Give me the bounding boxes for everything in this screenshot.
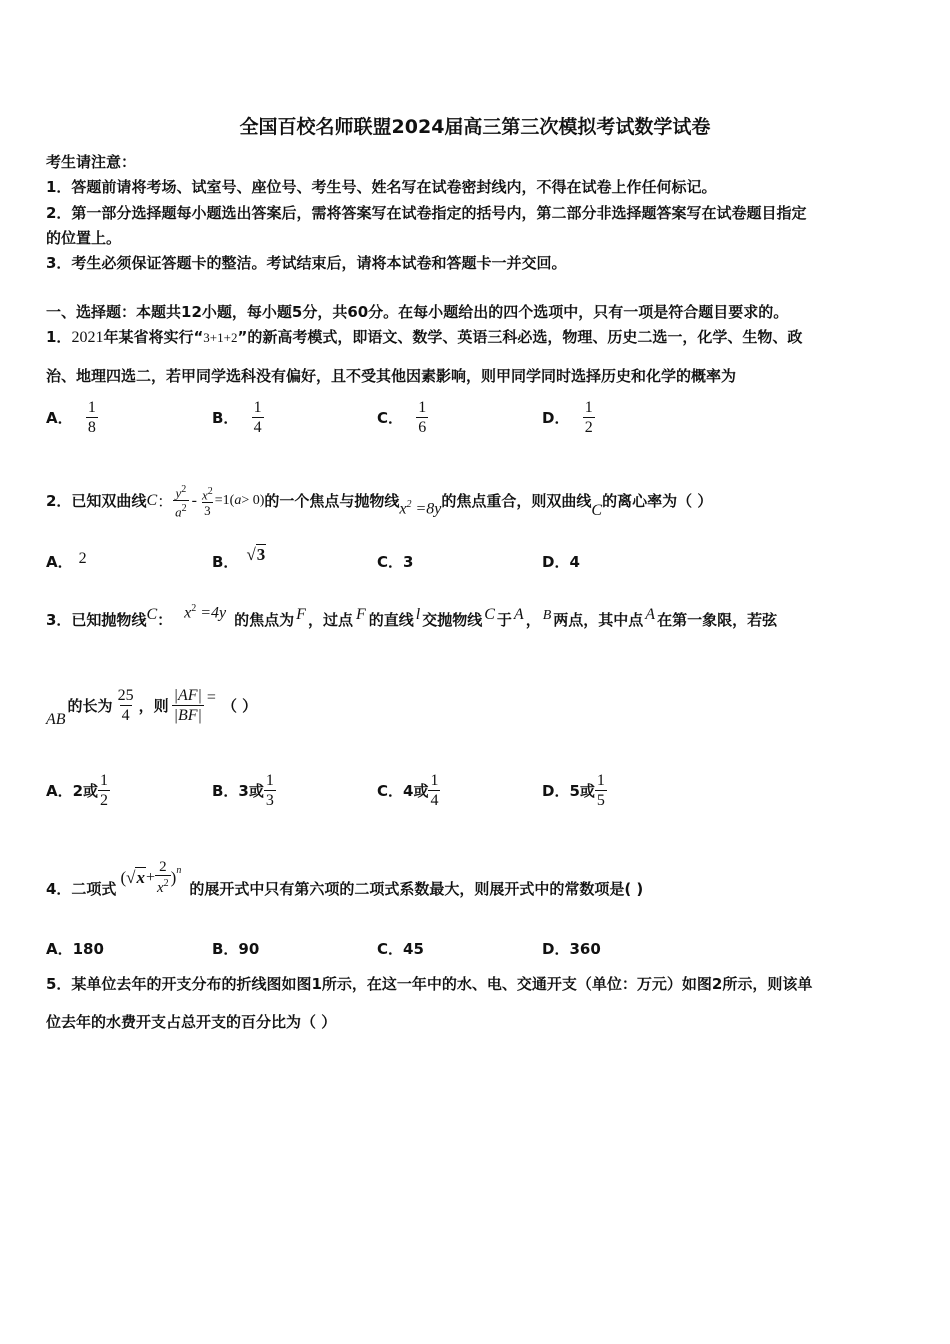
math-operator: - — [191, 491, 197, 509]
question-3-option-d — [542, 771, 607, 810]
fraction-numerator: 1 — [430, 772, 439, 789]
option-fraction — [252, 398, 264, 437]
hyperbola-term-2 — [200, 484, 215, 518]
fraction-numerator: 1 — [584, 399, 593, 416]
option-value: 3 — [256, 545, 266, 564]
question-1-option-b — [212, 398, 264, 437]
question-2-option-d — [542, 551, 580, 572]
curve-symbol: C — [484, 606, 495, 623]
question-text: 的长为 — [67, 697, 113, 715]
fraction-denominator: 2 — [584, 419, 593, 436]
fraction-denominator: 3 — [265, 792, 274, 809]
math-exponent: 2 — [406, 499, 412, 511]
option-label: A．2或 — [46, 782, 99, 800]
fraction-numerator: 1 — [87, 399, 96, 416]
option-value: 4 — [569, 553, 580, 571]
fraction-denominator: |BF| — [173, 707, 202, 724]
notice-item: 1．答题前请将考场、试室号、座位号、考生号、姓名写在试卷密封线内，不得在试卷上作任何标记。 — [46, 178, 717, 196]
math-variable: y — [219, 604, 227, 621]
hyperbola-term-1 — [173, 482, 189, 520]
question-text: 在第一象限，若弦 — [657, 611, 778, 629]
fraction-denominator: 5 — [596, 792, 605, 809]
question-1-line-1 — [46, 326, 802, 347]
question-text: ”的新高考模式，即语文、数学、英语三科必选，物理、历史二选一，化学、生物、政 — [237, 328, 803, 346]
option-fraction — [264, 771, 276, 810]
section-heading: 一、选择题：本题共12小题，每小题5分，共60分。在每小题给出的四个选项中，只有一项是符合题目要求的。 — [46, 303, 789, 321]
option-label: C．4或 — [377, 782, 429, 800]
question-3-option-c — [377, 771, 440, 810]
math-paren: ( — [120, 868, 127, 887]
option-fraction — [86, 398, 98, 437]
math-exponent: 2 — [181, 503, 187, 515]
option-fraction — [595, 771, 607, 810]
math-exponent: 2 — [181, 484, 187, 495]
fraction-denominator: 4 — [121, 707, 130, 724]
math-variable: x — [136, 868, 145, 887]
math-condition: > 0) — [241, 492, 265, 508]
question-3-option-a — [46, 771, 110, 810]
question-text: 3．已知抛物线 — [46, 611, 147, 629]
fraction-denominator: 6 — [418, 419, 427, 436]
point-symbol: A — [645, 606, 656, 623]
question-3-option-b — [212, 771, 276, 810]
question-2-option-b — [212, 544, 266, 571]
question-4-option-a: A．180 — [46, 940, 104, 958]
question-text: 的直线 — [368, 611, 414, 629]
curve-symbol: C — [146, 491, 158, 509]
notice-item: 的位置上。 — [46, 229, 122, 247]
question-4-option-c: C．45 — [377, 940, 424, 958]
question-1-option-c — [377, 398, 428, 437]
option-fraction — [98, 771, 110, 810]
fraction-numerator: 25 — [117, 687, 134, 704]
question-2-option-a — [46, 551, 87, 572]
option-value: 2 — [78, 550, 87, 567]
question-text: 交抛物线 — [422, 611, 483, 629]
notice-heading: 考生请注意： — [46, 153, 137, 171]
option-fraction — [428, 771, 440, 810]
point-symbol: B — [542, 608, 552, 623]
math-variable: a — [234, 492, 242, 508]
math-equals: =8 — [411, 500, 435, 518]
math-variable: y — [434, 500, 442, 518]
question-1-line-2: 治、地理四选二，若甲同学选科没有偏好，且不受其他因素影响，则甲同学同时选择历史和化学的概率为 — [46, 367, 737, 385]
math-variable: x — [156, 880, 164, 896]
option-fraction — [583, 398, 595, 437]
question-text: 年某省将实行“ — [103, 328, 204, 346]
model-value: 3+1+2 — [203, 330, 238, 345]
fraction-denominator: 4 — [430, 792, 439, 809]
option-label: C． — [377, 553, 404, 571]
question-text: 的离心率为（ ） — [602, 492, 713, 511]
math-colon: ： — [157, 494, 174, 512]
question-text: 4．二项式 — [46, 879, 117, 898]
year-value: 2021 — [71, 329, 104, 346]
math-variable: x — [184, 604, 192, 621]
fraction-numerator: 1 — [253, 399, 262, 416]
math-equals: =1( — [214, 492, 235, 508]
question-2-line-1 — [46, 482, 712, 520]
fraction-numerator: |AF| — [173, 687, 202, 704]
fraction-numerator: 1 — [100, 772, 109, 789]
math-variable: a — [175, 504, 182, 520]
option-sqrt: √3 — [246, 545, 266, 564]
question-text: 的展开式中只有第六项的二项式系数最大，则展开式中的常数项是( ) — [189, 879, 644, 898]
fraction-numerator: 2 — [159, 859, 167, 875]
option-label: D． — [542, 409, 570, 427]
math-equals: = — [206, 688, 216, 706]
fraction-denominator: 3 — [204, 502, 211, 518]
segment-symbol: AB — [46, 710, 66, 728]
math-exponent: 2 — [191, 602, 197, 614]
fraction-numerator: 1 — [596, 772, 605, 789]
option-label: D． — [542, 553, 570, 571]
option-fraction — [416, 398, 428, 437]
notice-item: 3．考生必须保证答题卡的整洁。考试结束后，请将本试卷和答题卡一并交回。 — [46, 254, 567, 272]
notice-item: 2．第一部分选择题每小题选出答案后，需将答案写在试卷指定的括号内，第二部分非选择题答案写在试卷题目指定 — [46, 204, 807, 222]
question-text: 的焦点为 — [234, 611, 295, 629]
math-exponent: n — [176, 864, 182, 876]
option-value: 3 — [403, 553, 414, 571]
math-equals: =4 — [196, 604, 220, 621]
option-label: A． — [46, 553, 73, 571]
math-exponent: 2 — [207, 485, 213, 497]
curve-symbol: C — [591, 501, 603, 519]
question-text: ， — [525, 611, 541, 629]
point-symbol: A — [513, 606, 524, 623]
question-text: 两点，其中点 — [553, 611, 644, 629]
question-2-option-c — [377, 551, 413, 572]
math-paren: ) — [170, 868, 177, 887]
chord-length-fraction — [116, 686, 136, 725]
math-variable: y — [175, 485, 182, 501]
question-1-option-d — [542, 398, 595, 437]
exam-title: 全国百校名师联盟2024届高三第三次模拟考试数学试卷 — [239, 116, 711, 138]
fraction-denominator: 8 — [87, 419, 96, 436]
question-text: 于 — [496, 611, 512, 629]
question-3-line-1 — [46, 600, 777, 630]
question-5-line-2: 位去年的水费开支占总开支的百分比为（ ） — [46, 1013, 337, 1031]
question-5-line-1: 5．某单位去年的开支分布的折线图如图1所示，在这一年中的水、电、交通开支（单位：万元）如图2所示，则该单 — [46, 975, 813, 993]
question-number: 1． — [46, 328, 72, 346]
question-text: ，则 — [138, 697, 169, 715]
math-operator: + — [145, 869, 155, 886]
point-symbol: F — [296, 606, 306, 623]
question-text: 的焦点重合，则双曲线 — [441, 492, 592, 511]
binomial-fraction — [155, 860, 171, 896]
sqrt-term: √x — [126, 868, 145, 887]
option-label: A． — [46, 409, 73, 427]
question-text: （ ） — [221, 697, 258, 715]
math-variable: x — [399, 500, 407, 518]
option-label: B．3或 — [212, 782, 264, 800]
option-label: B． — [212, 409, 239, 427]
question-3-line-2 — [46, 686, 258, 728]
curve-symbol: C — [146, 606, 158, 623]
question-4-option-b: B．90 — [212, 940, 260, 958]
math-colon: ： — [157, 611, 173, 629]
question-text: 2．已知双曲线 — [46, 492, 147, 511]
fraction-denominator: 4 — [253, 419, 262, 436]
question-text: 的一个焦点与抛物线 — [264, 492, 400, 511]
option-label: B． — [212, 553, 239, 571]
math-variable: x — [201, 486, 208, 502]
option-label: D．5或 — [542, 782, 595, 800]
line-symbol: l — [415, 606, 421, 623]
fraction-numerator: 1 — [418, 399, 427, 416]
question-1-option-a — [46, 398, 98, 437]
fraction-denominator: 2 — [100, 792, 109, 809]
question-4-line-1 — [46, 856, 643, 900]
math-exponent: 2 — [163, 878, 169, 889]
question-4-option-d: D．360 — [542, 940, 601, 958]
point-symbol: F — [355, 606, 366, 623]
option-label: C． — [377, 409, 404, 427]
fraction-numerator: 1 — [265, 772, 274, 789]
question-text: ，过点 — [307, 611, 353, 629]
ratio-fraction — [172, 686, 204, 725]
